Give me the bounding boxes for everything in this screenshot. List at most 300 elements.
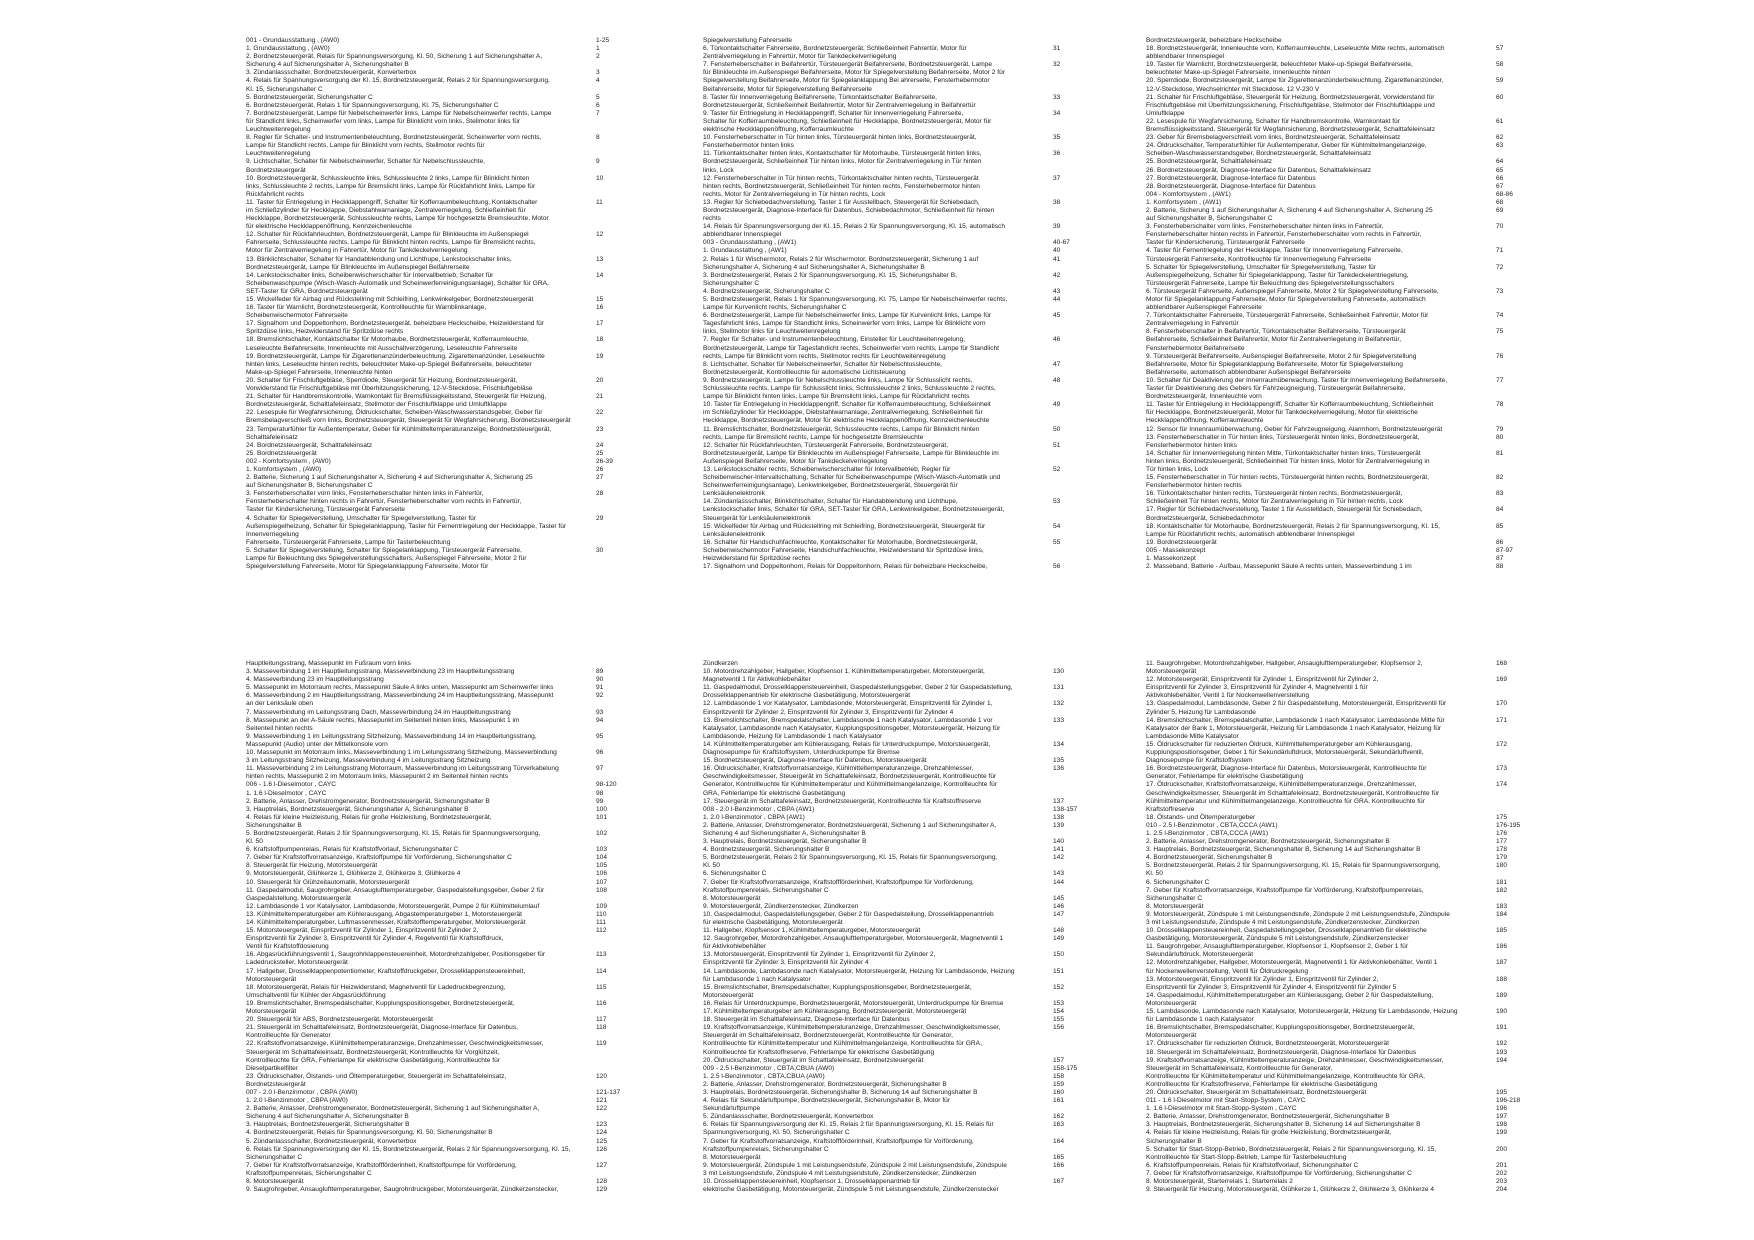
index-entry: [1146, 1113, 1541, 1121]
entry-title: 6. Sicherungshalter C: [703, 870, 767, 878]
entry-page: 203: [1496, 1178, 1508, 1185]
entry-title: 5. Zündanlassschalter, Bordnetzsteuergerät, Konverterbox: [246, 1137, 417, 1145]
entry-title: 20. Schalter für Frischluftgebläse, Sperrdiode, Steuergerät für Heizung, Bordnetzsteuergerät, Vorwiderstand für Frischluftgebläse mit Überhitzungssicherung, 12-V-Steckdose, Frischluftgebläse: [246, 376, 533, 393]
entry-title: 3. Fensterheberschalter vorn links, Fensterheberschalter hinten links in Fahrertür, Fensterheberschalter hinten rechts in Fahrertür, Fensterheberschalter vorn rechts in Fahrertür, Taster für Kindersicherung, Türsteuergerät Fahrerseite: [246, 490, 522, 514]
index-entry: [1146, 903, 1541, 911]
entry-page: 142: [1053, 854, 1065, 862]
index-entry: [246, 77, 641, 93]
index-entry: [1146, 264, 1541, 288]
index-entry: [246, 547, 641, 571]
entry-page: 83: [1496, 490, 1504, 498]
entry-page: 177: [1496, 838, 1508, 846]
entry-page: 186: [1496, 943, 1508, 951]
index-entry: [703, 700, 1098, 716]
entry-title: 2. Batterie, Sicherung 1 auf Sicherungshalter A, Sicherung 4 auf Sicherungshalter A, Sicherung 25 auf Sicherungshalter B, Sicherungshalter C: [246, 474, 533, 490]
entry-page: 159: [1053, 1080, 1065, 1088]
entry-title: 10. Drosselklappensteuereinheit, Gaspedalstellungsgeber, Drosselklappenantrieb für elektrische Gasbetätigung, Motorsteuergerät, Zündspule 5 mit Leistungsendstufe, Zündkerzenstecker: [1146, 927, 1427, 943]
index-entry: [246, 862, 641, 870]
index-entry: [246, 1000, 641, 1016]
entry-title: 15. Öldruckschalter für reduzierten Öldruck, Kühlmitteltemperaturgeber am Kühlerausgang, Kupplungspositionsgeber, Geber 1 für Sekundärluftdruck, Motorsteuergerät, Sekundärluftventil, Diagnosepumpe für Kraftstoffsystem: [1146, 740, 1424, 765]
entry-page: 34: [1053, 109, 1061, 117]
index-entry: [1146, 1097, 1541, 1105]
entry-title: 4. Taster für Fernentriegelung der Heckklappe, Taster für Innenverriegelung Fahrerseite, Türsteuergerät Fahrerseite, Kontrollleuchte für Innenverriegelung Fahrerseite: [1146, 247, 1403, 263]
entry-page: 179: [1496, 854, 1508, 862]
entry-page: 199: [1496, 1129, 1508, 1137]
entry-page: 81: [1496, 449, 1504, 457]
entry-page: 166: [1053, 1161, 1065, 1169]
index-entry: [1146, 1178, 1541, 1186]
index-entry: [703, 296, 1098, 312]
entry-title: 6. Relais für Spannungsversorgung der Kl. 15, Bordnetzsteuergerät, Relais 2 für Spannungsversorgung, Kl. 15, Sicherungshalter C: [246, 1145, 571, 1161]
entry-page: 47: [1053, 360, 1061, 368]
entry-page: 151: [1053, 967, 1065, 975]
index-entry: [703, 1000, 1098, 1008]
entry-page: 121: [596, 1097, 608, 1105]
entry-page: 172: [1496, 740, 1508, 748]
index-entry: [246, 709, 641, 717]
entry-title: 1. 1.6 l-Dieselmotor , CAYC: [246, 789, 327, 797]
index-entry: [703, 175, 1098, 199]
entry-title: 9. Türsteuergerät Beifahrerseite, Außenspiegel Beifahrerseite, Motor 2 für Spiegelverstellung Beifahrerseite, Motor für Spiegelanklappung Beifahrerseite, Motor für Spiegelverstellung Beifahrerseite, automatisch abblendbarer Außenspiegel Beifahrerseite: [1146, 352, 1417, 376]
entry-page: 192: [1496, 1040, 1508, 1048]
entry-title: 9. Bordnetzsteuergerät, Lampe für Nebelschlussleuchte links, Lampe für Schlusslicht rechts, Schlussleuchte rechts, Lampe für Schlusslicht links, Schlussleuchte 2 links, Schlussleuchte 2 rechts, Lampe für Blinklicht hinten links, Lampe für Bremslicht links, Lampe für Rückfahrlicht rechts: [703, 376, 996, 401]
entry-title: 9. Motorsteuergerät, Glühkerze 1, Glühkerze 2, Glühkerze 3, Glühkerze 4: [246, 870, 461, 878]
entry-page: 198: [1496, 1121, 1508, 1129]
entry-title: 8. Motorsteuergerät: [703, 894, 761, 902]
entry-page: 165: [1053, 1153, 1065, 1161]
index-entry: [246, 903, 641, 911]
index-entry: [246, 1186, 641, 1194]
entry-page: 97: [596, 765, 604, 773]
entry-page: 31: [1053, 45, 1061, 53]
entry-title: 7. Geber für Kraftstoffvorratsanzeige, Kraftstoffpumpe für Vorförderung, Sicherungshalter C: [1146, 1169, 1412, 1177]
entry-title: 11. Taster für Entriegelung in Heckklappengriff, Schalter für Kofferraumbeleuchtung, Kontaktschalter im Schließzylinder für Heckklappe, Diebstahlwarnanlage, Zentralverriegelung, Schließeinheit für Heckklappe, Bordnetzsteuergerät, Schlussleuchte rechts, Lampe für hochgesetzte Bremsleuchte, Motor für elektrische Heckklappenöffnung, Kennzeichenleuchte: [246, 198, 549, 231]
entry-page: 40: [1053, 247, 1061, 255]
entry-title: 009 - 2.5 l-Benzinmotor , CBTA,CBUA (AW0): [703, 1064, 835, 1072]
entry-page: 113: [596, 951, 607, 959]
entry-title: Zündkerzen: [703, 660, 738, 667]
index-entry: [1146, 1121, 1541, 1129]
entry-page: 152: [1053, 983, 1065, 991]
index-entry: [1146, 353, 1541, 377]
entry-page: 157: [1053, 1056, 1065, 1064]
entry-page: 37: [1053, 174, 1061, 182]
entry-title: 1. Komfortsystem , (AW0): [246, 465, 322, 473]
entry-title: 22. Kraftstoffvorratsanzeige, Kühlmitteltemperaturanzeige, Drehzahlmesser, Geschwindigkeitsmesser, Steuergerät im Schalttafeleinsatz, Bordnetzsteuergerät, Kontrollleuchte für Vorglühzeit, Kontrollleuchte für GRA, Fehlerlampe für elektrische Gasbetätigung, Kontrollleuchte für Dieselpartikelfilter: [246, 1040, 544, 1072]
index-entry: [703, 150, 1098, 174]
entry-title: 23. Geber für Bremsbelagverschleiß vorn links, Bordnetzsteuergerät, Schalttafeleinsatz: [1146, 134, 1401, 142]
entry-page: 95: [596, 732, 604, 740]
entry-page: 119: [596, 1040, 607, 1048]
entry-title: 4. Bordnetzsteuergerät, Sicherungshalter B: [1146, 854, 1273, 862]
entry-title: 1. Grundausstattung , (AW0): [246, 45, 330, 53]
index-entry: [246, 870, 641, 878]
entry-page: 1: [596, 45, 600, 53]
entry-page: 122: [596, 1105, 608, 1113]
entry-title: 8. Massepunkt an der A-Säule rechts, Massepunkt im Seitenteil hinten links, Massepunkt 1 im Seitenteil hinten rechts: [246, 716, 520, 732]
entry-page: 75: [1496, 328, 1504, 336]
entry-title: 4. Bordnetzsteuergerät, Sicherungshalter C: [703, 287, 830, 295]
index-entry: [246, 733, 641, 749]
entry-page: 85: [1496, 522, 1504, 530]
entry-title: 11. Hallgeber, Klopfsensor 1, Kühlmitteltemperaturgeber, Motorsteuergerät: [703, 927, 921, 935]
entry-title: Spiegelverstellung Fahrerseite: [703, 37, 793, 44]
index-entry: [1146, 992, 1541, 1008]
entry-page: 12: [596, 231, 604, 239]
index-entry: [246, 1040, 641, 1072]
entry-page: 138-157: [1053, 805, 1078, 813]
index-entry: [246, 814, 641, 830]
index-entry: [1146, 943, 1541, 959]
entry-title: 15. Wickelfeder für Airbag und Rückstellring mit Schleifring, Lenkwinkelgeber, Bordnetzsteuergerät: [246, 296, 534, 303]
entry-title: 6. Kraftstoffpumpenrelais, Relais für Kraftstoffvorlauf, Sicherungshalter C: [246, 846, 459, 854]
index-entry: [703, 1113, 1098, 1121]
index-entry: [703, 134, 1098, 150]
entry-title: 10. Massepunkt im Motorraum links, Masseverbindung 1 im Leitungsstrang Sitzheizung, Masseverbindung 3 im Leitungsstrang Sitzheizung, Masseverbindung 4 im Leitungsstrang Sitzheizung: [246, 749, 557, 765]
entry-title: 9. Taster für Entriegelung in Heckklappengriff, Schalter für Innenverriegelung Fahrerseite, Schalter für Kofferraumbeleuchtung, Schließeinheit für Heckklappe, Bordnetzsteuergerät, Motor für elektrische Heckklappenöffnung, Kofferraumleuchte: [703, 109, 992, 134]
entry-page: 174: [1496, 781, 1508, 789]
entry-title: 14. Schalter für Innenverriegelung hinten Mitte, Türkontaktschalter hinten links, Türsteuergerät hinten links, Bordnetzsteuergerät, Schließeinheit Tür hinten links, Motor für Zentralverriegelung in Tür hinten links, Lock: [1146, 449, 1430, 473]
entry-title: 16. Bremslichtschalter, Bremspedalschalter, Kupplungspositionsgeber, Bordnetzsteuergerät, Motorsteuergerät: [1146, 1024, 1415, 1040]
index-entry: [703, 336, 1098, 360]
entry-page: 71: [1496, 247, 1504, 255]
entry-page: 123: [596, 1121, 608, 1129]
entry-title: 6. Sicherungshalter C: [1146, 878, 1210, 886]
entry-page: 182: [1496, 886, 1508, 894]
entry-page: 96: [596, 749, 604, 757]
index-entry: [703, 1154, 1098, 1162]
index-entry: [1146, 862, 1541, 878]
entry-page: 139: [1053, 821, 1065, 829]
entry-title: 19. Kraftstoffvorratsanzeige, Kühlmitteltemperaturanzeige, Drehzahlmesser, Geschwindigkeitsmesser, Steuergerät im Schalttafeleinsatz, Kontrollleuchte für Generator, Kontrollleuchte für Kühlmitteltemperatur und Kühlmittelmangelanzeige, Kontrollleuchte für GRA, Kontrollleuchte für Kraftstoffreserve, Fehlerlampe für elektrische Gasbetätigung: [1146, 1056, 1444, 1088]
index-entry: [1146, 288, 1541, 312]
entry-page: 112: [596, 927, 607, 935]
entry-title: 011 - 1.6 l-Dieselmotor mit Start-Stopp-System , CAYC: [1146, 1097, 1306, 1105]
entry-title: 4. Relais für Sekundärluftpumpe, Bordnetzsteuergerät, Sicherungshalter B, Motor für Sekundärluftpumpe: [703, 1097, 951, 1113]
entry-title: 1. 2.0 l-Benzinmotor , CBPA (AW1): [703, 813, 805, 821]
entry-title: 6. Masseverbindung 2 im Hauptleitungsstrang, Masseverbindung 24 im Hauptleitungsstrang, Massepunkt an der Lenksäule oben: [246, 692, 554, 708]
entry-title: 21. Steuergerät im Schalttafeleinsatz, Bordnetzsteuergerät, Diagnose-Interface für Datenbus, Kontrollleuchte für Generator: [246, 1024, 518, 1040]
entry-page: 201: [1496, 1161, 1508, 1169]
entry-title: 19. Bordnetzsteuergerät: [1146, 538, 1217, 546]
entry-page: 143: [1053, 870, 1065, 878]
entry-title: 18. Steuergerät im Schalttafeleinsatz, Diagnose-Interface für Datenbus: [703, 1016, 910, 1024]
entry-title: 7. Geber für Kraftstoffvorratsanzeige, Kraftstoffförderinheit, Kraftstoffpumpe für Vorförderung, Kraftstoffpumpenrelais, Sicherungshalter C: [703, 878, 974, 894]
entry-page: 14: [596, 271, 604, 279]
entry-page: 82: [1496, 474, 1504, 482]
index-entry: [703, 256, 1098, 272]
entry-title: 7. Bordnetzsteuergerät, Lampe für Nebelscheinwerfer links, Lampe für Nebelscheinwerfer rechts, Lampe für Standlicht links, Scheinwerfer vorn links, Lampe für Blinklicht vorn links, Stellmotor links für Leuchtweitenregelung: [246, 109, 552, 134]
index-entry: [703, 110, 1098, 134]
entry-title: 19. Bremslichtschalter, Bremspedalschalter, Kupplungspositionsgeber, Bordnetzsteuergerät, Motorsteuergerät: [246, 999, 515, 1016]
index-entry: [1146, 959, 1541, 975]
entry-title: 11. Bremslichtschalter, Bordnetzsteuergerät, Schlussleuchte rechts, Lampe für Blinklicht hinten rechts, Lampe für Bremslicht rechts, Lampe für hochgesetzte Bremsleuchte: [703, 425, 980, 441]
entry-page: 61: [1496, 117, 1504, 125]
index-entry: [1146, 118, 1541, 134]
entry-page: 121-137: [596, 1088, 621, 1096]
index-entry: [1146, 555, 1541, 563]
entry-page: 7: [596, 109, 600, 117]
entry-page: 176: [1496, 829, 1508, 837]
index-entry: [1146, 312, 1541, 328]
entry-page: 114: [596, 967, 607, 975]
entry-title: 23. Temperaturfühler für Außentemperatur, Geber für Kühlmitteltemperaturanzeige, Bordnetzsteuergerät, Schalttafeleinsatz: [246, 425, 552, 441]
entry-title: 12. Sensor für Innenraumüberwachung, Geber für Fahrzeugneigung, Alarmhorn, Bordnetzsteuergerät: [1146, 425, 1443, 433]
entry-page: 169: [1496, 676, 1508, 684]
entry-title: 2. Batterie, Anlasser, Drehstromgenerator, Bordnetzsteuergerät, Sicherung 1 auf Sicherungshalter A, Sicherung 4 auf Sicherungshalter A, Sicherungshalter B: [246, 1105, 540, 1121]
entry-page: 190: [1496, 1008, 1508, 1016]
entry-title: 20. Öldruckschalter, Steuergerät im Schalttafeleinsatz, Bordnetzsteuergerät: [703, 1056, 924, 1064]
index-entry: [703, 1089, 1098, 1097]
index-entry: [703, 1162, 1098, 1178]
index-entry: [1146, 401, 1541, 425]
index-entry: [246, 660, 641, 668]
entry-title: 13. Bremslichtschalter, Bremspedalschalter, Lambdasonde 1 nach Katalysator, Lambdasonde 1 vor Katalysator, Lambdasonde nach Katalysator, Kupplungspositionsgeber, Motorsteuergerät, Heizung für Lambdasonde, Heizung für Lambdasonde 1 nach Katalysator: [703, 716, 1001, 740]
index-entry: [246, 256, 641, 272]
entry-title: 2. Bordnetzsteuergerät, Relais für Spannungsversorgung, Kl. 50, Sicherung 1 auf Sicherungshalter A, Sicherung 4 auf Sicherungshalter A, Sicherungshalter B: [246, 53, 543, 69]
entry-page: 125: [596, 1137, 608, 1145]
index-entry: [703, 239, 1098, 247]
entry-title: 3. Hauptrelais, Bordnetzsteuergerät, Sicherungshalter B, Sicherung 14 auf Sicherungshalter B: [1146, 846, 1421, 854]
entry-page: 162: [1053, 1113, 1065, 1121]
index-entry: [703, 1081, 1098, 1089]
index-entry: [246, 69, 641, 77]
entry-title: 17. Steuergerät im Schalttafeleinsatz, Bordnetzsteuergerät, Kontrollleuchte für Kraftstoffreserve: [703, 797, 982, 805]
entry-title: 8. Regler für Schalter- und Instrumentenbeleuchtung, Bordnetzsteuergerät, Scheinwerfer vorn rechts, Lampe für Standlicht rechts, Lampe für Blinklicht vorn rechts, Stellmotor rechts für Leuchtweitenregelung: [246, 134, 542, 158]
index-entry: [246, 765, 641, 781]
entry-title: 7. Regler für Schalter- und Instrumentenbeleuchtung, Einsteller für Leuchtweitenregelung, Bordnetzsteuergerät, Lampe für Tagesfahrlicht rechts, Scheinwerfer vorn rechts, Lampe für Standlicht rechts, Lampe für Blinklicht vorn rechts, Stellmotor rechts für Leuchtweitenregelung: [703, 336, 1000, 360]
entry-title: 3. Hauptrelais, Bordnetzsteuergerät, Sicherungshalter A, Sicherungshalter B: [246, 805, 469, 813]
entry-page: 69: [1496, 206, 1504, 214]
entry-title: 13. Motorsteuergerät, Einspritzventil für Zylinder 1, Einspritzventil für Zylinder 2, Einspritzventil für Zylinder 3, Einspritzventil für Zylinder 4: [703, 951, 936, 967]
entry-title: 18. Motorsteuergerät, Relais für Heizwiderstand, Magnetventil für Ladedruckbegrenzung, Umschaltventil für Kühler der Abgasrückführung: [246, 983, 506, 999]
index-column-top-right: [1146, 37, 1541, 571]
entry-page: 24: [596, 441, 604, 449]
index-entry: [703, 668, 1098, 684]
entry-title: 006 - 1.6 l-Dieselmotor , CAYC: [246, 781, 337, 789]
index-entry: [246, 1024, 641, 1040]
index-entry: [1146, 1089, 1541, 1097]
index-entry: [703, 798, 1098, 806]
index-entry: [246, 1138, 641, 1146]
index-entry: [1146, 1040, 1541, 1048]
entry-title: 6. Kraftstoffpumpenrelais, Relais für Kraftstoffvorlauf, Sicherungshalter C: [1146, 1161, 1359, 1169]
entry-page: 196: [1496, 1105, 1508, 1113]
entry-page: 93: [596, 708, 604, 716]
entry-title: 11. Türkontaktschalter hinten links, Kontaktschalter für Motorhaube, Türsteuergerät hinten links, Bordnetzsteuergerät, Schließeinheit Tür hinten links, Motor für Zentralverriegelung in Tür hinten links, Lock: [703, 150, 982, 174]
entry-title: 11. Saugrohrgeber, Motordrehzahlgeber, Hallgeber, Ansauglufttemperaturgeber, Klopfsensor 2, Motorsteuergerät: [1146, 660, 1423, 676]
entry-title: 13. Gaspedalmodul, Lambdasonde, Geber 2 für Gaspedalstellung, Motorsteuergerät, Einspritzventil für Zylinder 5, Heizung für Lambdasonde: [1146, 700, 1447, 716]
entry-title: 9. Masseverbindung 1 im Leitungsstrang Sitzheizung, Masseverbindung 14 im Hauptleitungsstrang, Massepunkt (Audio) unter der Mittelkonsole vorn: [246, 732, 537, 748]
index-entry: [1146, 911, 1541, 927]
entry-title: 15. Lambdasonde, Lambdasonde nach Katalysator, Motorsteuergerät, Heizung für Lambdasonde, Heizung für Lambdasonde 1 nach Katalysator: [1146, 1008, 1458, 1024]
entry-page: 150: [1053, 951, 1065, 959]
entry-page: 98-120: [596, 781, 617, 789]
entry-title: 2. Masseband, Batterie - Aufbau, Massepunkt Säule A rechts unten, Masseverbindung 1 im: [1146, 563, 1412, 571]
index-entry: [703, 935, 1098, 951]
index-entry: [246, 102, 641, 110]
entry-page: 78: [1496, 401, 1504, 409]
index-entry: [1146, 700, 1541, 716]
entry-page: 197: [1496, 1113, 1508, 1121]
entry-page: 3: [596, 69, 600, 77]
index-entry: [703, 684, 1098, 700]
entry-title: 003 - Grundausstattung , (AW1): [703, 239, 797, 247]
entry-title: 9. Motorsteuergerät, Zündkerzenstecker, Zündkerzen: [703, 902, 859, 910]
entry-page: 74: [1496, 312, 1504, 320]
index-entry: [703, 838, 1098, 846]
entry-page: 76: [1496, 352, 1504, 360]
entry-title: 28. Bordnetzsteuergerät, Diagnose-Interface für Datenbus: [1146, 182, 1316, 190]
index-entry: [703, 1073, 1098, 1081]
entry-page: 178: [1496, 846, 1508, 854]
entry-title: 16. Abgasrückführungsventil 1, Saugrohrklappensteuereinheit, Motordrehzahlgeber, Positionsgeber für Ladedrucksteller, Motorsteuergerät: [246, 951, 546, 967]
entry-page: 65: [1496, 166, 1504, 174]
entry-title: Hauptleitungsstrang, Massepunkt im Fußraum vorn links: [246, 660, 411, 667]
index-entry: [1146, 45, 1541, 61]
index-entry: [1146, 434, 1541, 450]
entry-title: 10. Gaspedalmodul, Gaspedalstellungsgeber, Geber 2 für Gaspedalstellung, Drosselklappenantrieb für elektrische Gasbetätigung, Motorsteuergerät: [703, 910, 994, 926]
entry-page: 91: [596, 684, 604, 692]
entry-page: 160: [1053, 1088, 1065, 1096]
index-entry: [703, 895, 1098, 903]
index-entry: [246, 296, 641, 304]
entry-title: 25. Bordnetzsteuergerät: [246, 449, 317, 457]
entry-page: 187: [1496, 959, 1508, 967]
index-entry: [703, 1097, 1098, 1113]
index-entry: [703, 1065, 1098, 1073]
entry-page: 128: [596, 1178, 608, 1185]
index-column-bottom-left: [246, 660, 641, 1194]
index-entry: [1146, 547, 1541, 555]
entry-title: 8. Motorsteuergerät, Starterrelais 1, Starterrelais 2: [1146, 1178, 1293, 1185]
index-entry: [703, 539, 1098, 563]
index-entry: [703, 466, 1098, 498]
entry-page: 2: [596, 53, 600, 61]
entry-title: 18. Steuergerät im Schalttafeleinsatz, Bordnetzsteuergerät, Diagnose-Interface für Datenbus: [1146, 1048, 1417, 1056]
entry-title: 19. Kraftstoffvorratsanzeige, Kühlmitteltemperaturanzeige, Drehzahlmesser, Geschwindigkeitsmesser, Steuergerät im Schalttafeleinsatz, Bordnetzsteuergerät, Kontrollleuchte für Generator, Kontrollleuchte für Kühlmitteltemperatur und Kühlmittelmangelanzeige, Kontrollleuchte für GRA, Kontrollleuchte für Kraftstoffreserve, Fehlerlampe für elektrische Gasbetätigung: [703, 1024, 1001, 1056]
entry-title: 20. Öldruckschalter, Steuergerät im Schalttafeleinsatz, Bordnetzsteuergerät: [1146, 1088, 1367, 1096]
index-entry: [246, 458, 641, 466]
entry-title: 13. Lenkstockschalter rechts, Scheibenwischerschalter für Intervallbetrieb, Regler für Scheibenwischer-Intervallschaltung, Schalter für Scheibenwaschpumpe (Wisch-Wasch-Automatik und Scheinwerferreinigungsanlage), Lenkwinkelgeber, Bordnetzsteuergerät, Steuergerät für Lenksäulenelektronik: [703, 465, 1001, 498]
entry-title: 24. Öldruckschalter, Temperaturfühler für Außentemperatur, Geber für Kühlmittelmangelanzeige, Scheiben-Waschwasserstandsgeber, Bordnetzsteuergerät, Schalttafeleinsatz: [1146, 142, 1427, 158]
entry-title: 5. Bordnetzsteuergerät, Sicherungshalter C: [246, 93, 373, 101]
entry-title: 1. Massekonzept: [1146, 555, 1196, 562]
entry-page: 77: [1496, 376, 1504, 384]
index-entry: [246, 1073, 641, 1089]
index-entry: [246, 830, 641, 846]
entry-page: 44: [1053, 296, 1061, 303]
entry-title: 2. Batterie, Sicherung 1 auf Sicherungshalter A, Sicherung 4 auf Sicherungshalter A, Sicherung 25 auf Sicherungshalter B, Sicherungshalter C: [1146, 206, 1433, 223]
entry-page: 11: [596, 198, 603, 206]
index-entry: [246, 1162, 641, 1178]
index-entry: [1146, 1008, 1541, 1024]
entry-page: 108: [596, 886, 608, 894]
index-entry: [246, 1089, 641, 1097]
index-entry: [1146, 976, 1541, 992]
index-entry: [1146, 247, 1541, 263]
index-entry: [246, 1016, 641, 1024]
index-entry: [246, 749, 641, 765]
entry-title: 005 - Massekonzept: [1146, 546, 1206, 554]
index-entry: [1146, 37, 1541, 45]
index-entry: [246, 911, 641, 919]
index-entry: [1146, 887, 1541, 903]
index-entry: [703, 822, 1098, 838]
index-entry: [703, 911, 1098, 927]
entry-title: 010 - 2.5 l-Benzinmotor , CBTA,CCCA (AW1): [1146, 821, 1278, 829]
entry-title: 1. 1.6 l-Dieselmotor mit Start-Stopp-System , CAYC: [1146, 1105, 1297, 1113]
entry-title: 17. Signalhorn und Doppeltonhorn, Bordnetzsteuergerät, beheizbare Heckscheibe, Heizwiderstand für Spritzdüse links, Heizwiderstand für Spritzdüse rechts: [246, 320, 545, 336]
entry-title: 008 - 2.0 l-Benzinmotor , CBPA (AW1): [703, 805, 815, 813]
entry-title: 15. Bremslichtschalter, Bremspedalschalter, Kupplungspositionsgeber, Bordnetzsteuergerät, Motorsteuergerät: [703, 983, 972, 999]
entry-page: 16: [596, 304, 604, 312]
index-entry: [703, 361, 1098, 377]
entry-title: 14. Zündanlassschalter, Blinklichtschalter, Schalter für Handabblendung und Lichthupe, Lenkstockschalter links, Schalter für GRA, SET-Taster für GRA, Lenkwinkelgeber, Bordnetzsteuergerät, Steuergerät für Lenksäulenelektronik: [703, 498, 1005, 522]
entry-page: 90: [596, 676, 604, 684]
index-entry: [703, 717, 1098, 741]
entry-page: 134: [1053, 740, 1065, 748]
entry-title: 2. Batterie, Anlasser, Drehstromgenerator, Bordnetzsteuergerät, Sicherungshalter B: [1146, 838, 1390, 846]
index-entry: [246, 231, 641, 255]
entry-page: 105: [596, 862, 608, 870]
entry-title: 13. Blinklichtschalter, Schalter für Handabblendung und Lichthupe, Lenkstockschalter links, Bordnetzsteuergerät, Lampe für Blinkleuchte im Außenspiegel Beifahrerseite: [246, 255, 512, 271]
index-entry: [1146, 61, 1541, 77]
index-entry: [246, 426, 641, 442]
entry-title: 4. Bordnetzsteuergerät, Sicherungshalter B: [703, 846, 830, 854]
index-entry: [703, 498, 1098, 522]
entry-page: 68: [1496, 198, 1504, 206]
entry-page: 59: [1496, 77, 1504, 85]
index-entry: [1146, 781, 1541, 813]
entry-title: 8. Motorsteuergerät: [703, 1153, 761, 1161]
index-entry: [703, 879, 1098, 895]
index-entry: [246, 304, 641, 320]
entry-page: 94: [596, 716, 604, 724]
entry-page: 104: [596, 854, 608, 862]
entry-page: 8: [596, 134, 600, 142]
entry-page: 153: [1053, 999, 1065, 1007]
index-entry: [1146, 191, 1541, 199]
entry-title: 12. Schalter für Rückfahrleuchten, Bordnetzsteuergerät, Lampe für Blinkleuchte im Außenspiegel Fahrerseite, Schlussleuchte rechts, Lampe für Blinklicht hinten rechts, Lampe für Bremslicht rechts, Motor für Zentralverriegelung in Fahrertür, Motor für Tankdeckelverriegelung: [246, 231, 536, 255]
index-entry: [703, 951, 1098, 967]
entry-page: 194: [1496, 1056, 1508, 1064]
entry-title: 5. Zündanlassschalter, Bordnetzsteuergerät, Konverterbox: [703, 1113, 874, 1121]
entry-title: 7. Geber für Kraftstoffvorratsanzeige, Kraftstoffförderinheit, Kraftstoffpumpe für Vorförderung, Kraftstoffpumpenrelais, Sicherungshalter C: [703, 1137, 974, 1153]
entry-page: 168: [1496, 660, 1508, 667]
entry-title: 13. Fensterheberschalter in Tür hinten links, Türsteuergerät hinten links, Bordnetzsteuergerät, Fensterhebermotor hinten links: [1146, 433, 1420, 449]
index-entry: [1146, 1170, 1541, 1178]
entry-title: 14. Kühlmitteltemperaturgeber am Kühlerausgang, Relais für Unterdruckpumpe, Motorsteuergerät, Diagnosepumpe für Kraftstoffsystem, Unterdruckpumpe für Bremse: [703, 740, 991, 757]
index-entry: [246, 158, 641, 174]
index-entry: [703, 563, 1098, 571]
entry-page: 191: [1496, 1024, 1508, 1032]
index-entry: [246, 490, 641, 514]
entry-title: 8. Motorsteuergerät: [1146, 902, 1204, 910]
index-entry: [246, 668, 641, 676]
entry-page: 55: [1053, 538, 1061, 546]
entry-page: 170: [1496, 700, 1508, 708]
entry-page: 102: [596, 829, 608, 837]
index-entry: [1146, 563, 1541, 571]
index-entry: [246, 442, 641, 450]
entry-title: 1. Komfortsystem , (AW1): [1146, 198, 1222, 206]
index-entry: [246, 806, 641, 814]
entry-title: 17. Öldruckschalter, Kraftstoffvorratsanzeige, Kühlmitteltemperaturanzeige, Drehzahlmesser, Geschwindigkeitsmesser, Steuergerät im Schalttafeleinsatz, Bordnetzsteuergerät, Kontrollleuchte für Kühlmitteltemperatur und Kühlmittelmangelanzeige, Kontrollleuchte für GRA, Kontrollleuchte für Kraftstoffreserve: [1146, 781, 1440, 813]
index-entry: [1146, 741, 1541, 765]
entry-title: 8. Fensterheberschalter in Beifahrertür, Türkontaktschalter Beifahrerseite, Türsteuergerät Beifahrerseite, Schließeinheit Beifahrertür, Motor für Zentralverriegelung in Beifahrertür, Fensterhebermotor Beifahrerseite: [1146, 328, 1406, 352]
index-entry: [246, 466, 641, 474]
